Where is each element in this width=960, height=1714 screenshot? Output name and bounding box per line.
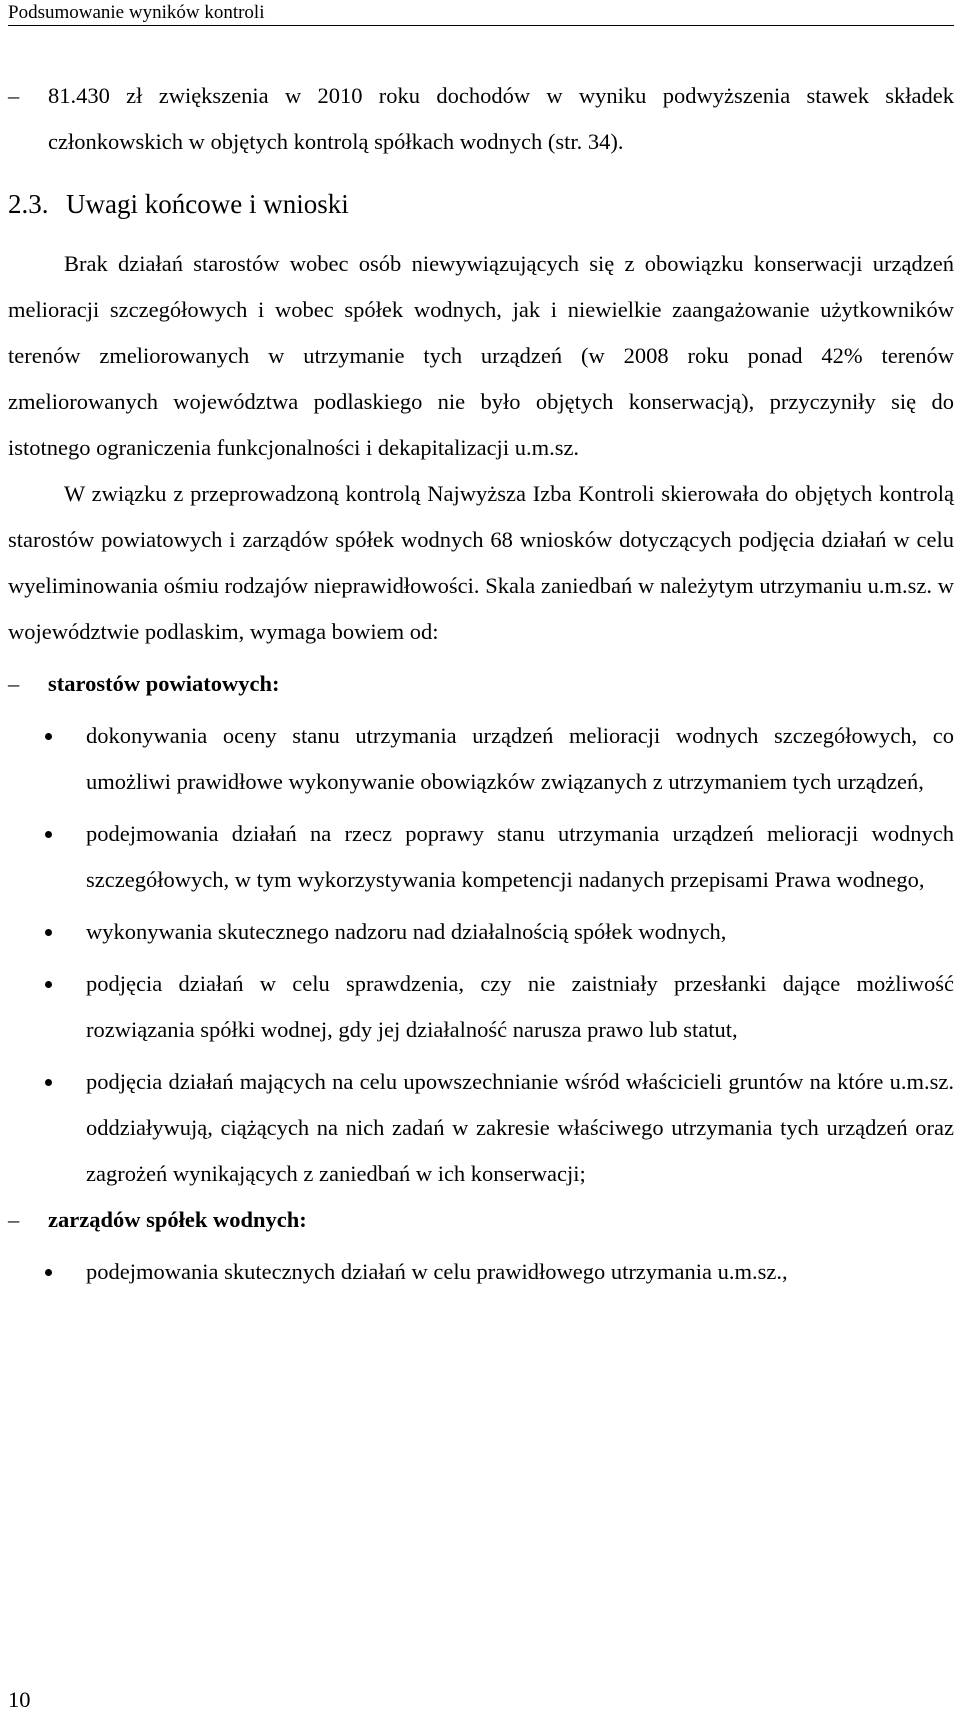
bullet-icon xyxy=(45,831,52,838)
list-item-text: podjęcia działań w celu sprawdzenia, czy nie zaistniały przesłanki dające możliwość rozwiązania spółki wodnej, gdy jej działalność narusza prawo lub statut, xyxy=(86,971,954,1042)
group-starostowie-heading xyxy=(8,661,954,707)
list-item-text: wykonywania skutecznego nadzoru nad działalnością spółek wodnych, xyxy=(86,919,727,944)
dash-marker: – xyxy=(8,1207,20,1232)
page-number: 10 xyxy=(8,1687,31,1712)
bullet-icon xyxy=(45,929,52,936)
list-item xyxy=(8,1249,954,1295)
intro-dash-item xyxy=(8,73,954,165)
bullet-icon xyxy=(45,1269,52,1276)
list-item xyxy=(8,909,954,955)
list-item-text: podjęcia działań mających na celu upowszechnianie wśród właścicieli gruntów na które u.m.sz. oddziaływują, ciążących na nich zadań w zakresie właściwego utrzymania tych urządzeń oraz zagrożeń wynikających z zaniedbań w ich konserwacji; xyxy=(86,1069,954,1186)
group-title: zarządów spółek wodnych: xyxy=(48,1207,307,1232)
bullet-icon xyxy=(45,981,52,988)
list-item-text: podejmowania działań na rzecz poprawy stanu utrzymania urządzeń melioracji wodnych szczegółowych, w tym wykorzystywania kompetencji nadanych przepisami Prawa wodnego, xyxy=(86,821,954,892)
list-item xyxy=(8,1059,954,1197)
section-number: 2.3. xyxy=(8,189,49,219)
list-item xyxy=(8,713,954,805)
list-item xyxy=(8,961,954,1053)
paragraph-recommendations: W związku z przeprowadzoną kontrolą Najwyższa Izba Kontroli skierowała do objętych kontrolą starostów powiatowych i zarządów spółek wodnych 68 wniosków dotyczących podjęcia działań w celu wyeliminowania ośmiu rodzajów nieprawidłowości. Skala zaniedbań w należytym utrzymaniu u.m.sz. w województwie podlaskim, wymaga bowiem od: xyxy=(8,481,954,644)
bullet-icon xyxy=(45,1079,52,1086)
list-item xyxy=(8,811,954,903)
running-header xyxy=(8,0,954,26)
section-title: Uwagi końcowe i wnioski xyxy=(66,189,349,219)
running-header-title: Podsumowanie wyników kontroli xyxy=(8,2,265,23)
section-heading xyxy=(8,181,954,227)
intro-item-text: 81.430 zł zwiększenia w 2010 roku dochodów w wyniku podwyższenia stawek składek członkowskich w objętych kontrolą spółkach wodnych (str. 34). xyxy=(48,83,954,154)
dash-marker: – xyxy=(8,671,20,696)
dash-marker: – xyxy=(8,83,20,108)
page-body xyxy=(8,73,954,1295)
group-title: starostów powiatowych: xyxy=(48,671,280,696)
paragraph-summary: Brak działań starostów wobec osób niewywiązujących się z obowiązku konserwacji urządzeń melioracji szczegółowych i wobec spółek wodnych, jak i niewielkie zaangażowanie użytkowników terenów zmeliorowanych w utrzymanie tych urządzeń (w 2008 roku ponad 42% terenów zmeliorowanych województwa podlaskiego nie było objętych konserwacją), przyczyniły się do istotnego ograniczenia funkcjonalności i dekapitalizacji u.m.sz. xyxy=(8,251,954,460)
list-item-text: dokonywania oceny stanu utrzymania urządzeń melioracji wodnych szczegółowych, co umożliwi prawidłowe wykonywanie obowiązków związanych z utrzymaniem tych urządzeń, xyxy=(86,723,954,794)
list-item-text: podejmowania skutecznych działań w celu prawidłowego utrzymania u.m.sz., xyxy=(86,1259,788,1284)
bullet-icon xyxy=(45,733,52,740)
group-zarzady-heading xyxy=(8,1197,954,1243)
